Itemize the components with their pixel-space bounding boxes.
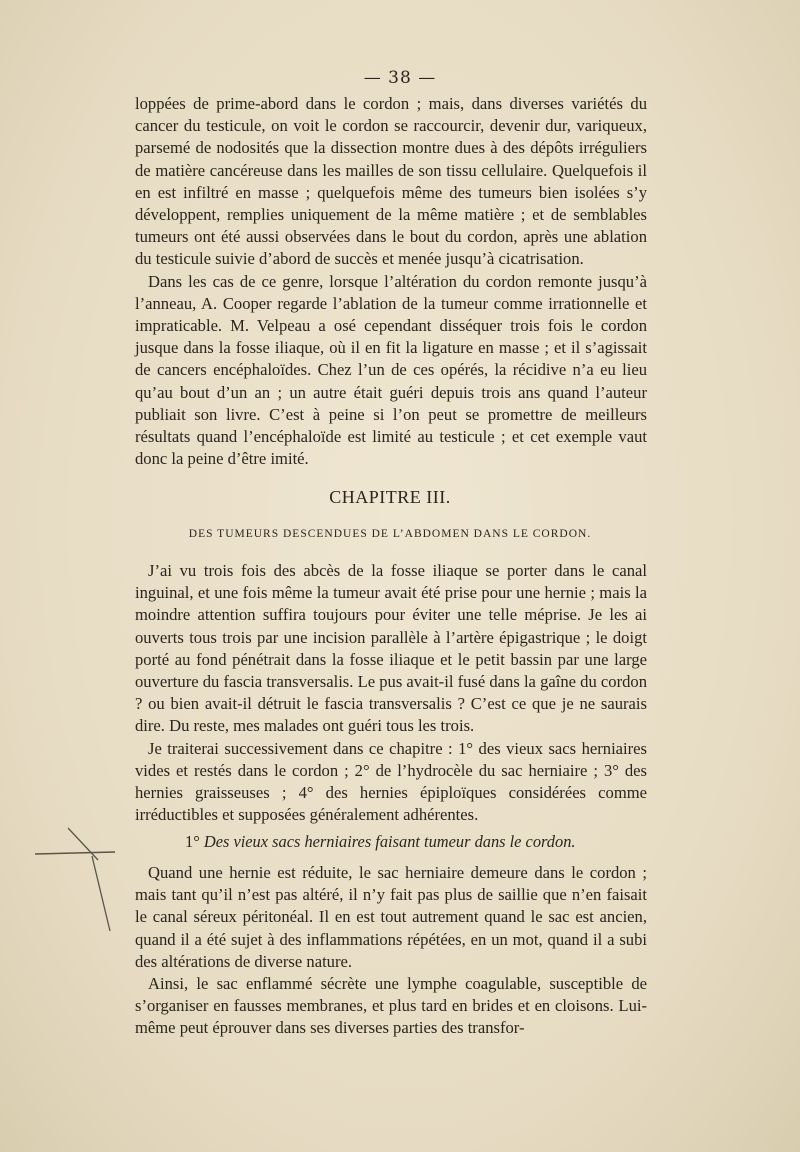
pencil-margin-mark (30, 826, 120, 936)
paragraph-3: J’ai vu trois fois des abcès de la fosse iliaque se porter dans le canal inguinal, et une fois même la tumeur avait été prise pour une hernie ; mais la moindre attention suffira toujours pour éviter une telle méprise. Je les ai ouverts tous trois par une incision parallèle à l’artère épigastrique ; le doigt porté au fond pénétrait dans la fosse iliaque et le petit bassin par une large ouverture du fascia transversalis. Le pus avait-il fusé dans la gaîne du cordon ? ou bien avait-il détruit le fascia transversalis ? C’est ce que je ne saurais dire. Du reste, mes malades ont guéri tous les trois. (135, 561, 647, 736)
paragraph-2: Dans les cas de ce genre, lorsque l’altération du cordon remonte jusqu’à l’anneau, A. Cooper regarde l’ablation de la tumeur comme irrationnelle et impraticable. M. Velpeau a osé cependant disséquer trois fois le cordon jusque dans la fosse iliaque, où il en fit la ligature en masse ; et il s’agissait de cancers encéphaloïdes. Chez l’un de ces opérés, la récidive n’a eu lieu qu’au bout d’un an ; un autre était guéri depuis trois ans quand l’auteur publiait son livre. C’est à peine si l’on peut se promettre de meilleurs résultats quand l’encéphaloïde est limité au testicule ; et cet exemple vaut donc la peine d’être imité. (135, 271, 647, 469)
section-heading (185, 832, 655, 852)
section-body (135, 862, 647, 1040)
section-title: Des vieux sacs herniaires faisant tumeur dans le cordon. (203, 832, 576, 851)
chapter-intro (135, 560, 647, 826)
chapter-subtitle: DES TUMEURS DESCENDUES DE L’ABDOMEN DANS LE CORDON. (188, 528, 592, 540)
chapter-title: CHAPITRE III. (329, 487, 451, 507)
page-number: — 38 — (363, 68, 437, 88)
paragraph-6: Ainsi, le sac enflammé sécrète une lymphe coagulable, susceptible de s’organiser en fausses membranes, et plus tard en brides et en cloisons. Lui-même peut éprouver dans ses diverses parties des transfor- (135, 974, 647, 1038)
section-continuation (135, 93, 647, 470)
paragraph-4: Je traiterai successivement dans ce chapitre : 1° des vieux sacs herniaires vides et restés dans le cordon ; 2° de l’hydrocèle du sac herniaire ; 3° des hernies graisseuses ; 4° des hernies épiploïques considérées comme irréductibles et supposées généralement adhérentes. (135, 738, 647, 825)
paragraph-1: loppées de prime-abord dans le cordon ; mais, dans diverses variétés du cancer du testicule, on voit le cordon se raccourcir, devenir dur, variqueux, parsemé de nodosités que la dissection montre dues à des dépôts irréguliers de matière cancéreuse dans les mailles de son tissu cellulaire. Quelquefois il en est infiltré en masse ; quelquefois même des tumeurs bien isolées s’y développent, remplies uniquement de la même matière ; et de semblables tumeurs ont été aussi observées dans le bout du cordon, après une ablation du testicule suivie d’abord de succès et menée jusqu’à cicatrisation. (135, 94, 647, 269)
paragraph-5: Quand une hernie est réduite, le sac herniaire demeure dans le cordon ; mais tant qu’il n’est pas altéré, il n’y fait pas plus de saillie que n’en faisait le canal séreux péritonéal. Il en est tout autrement quand le sac est ancien, quand il a été sujet à des inflammations répétées, en un mot, quand il a subi des altérations de diverse nature. (135, 863, 647, 971)
section-number: 1° (185, 832, 200, 851)
